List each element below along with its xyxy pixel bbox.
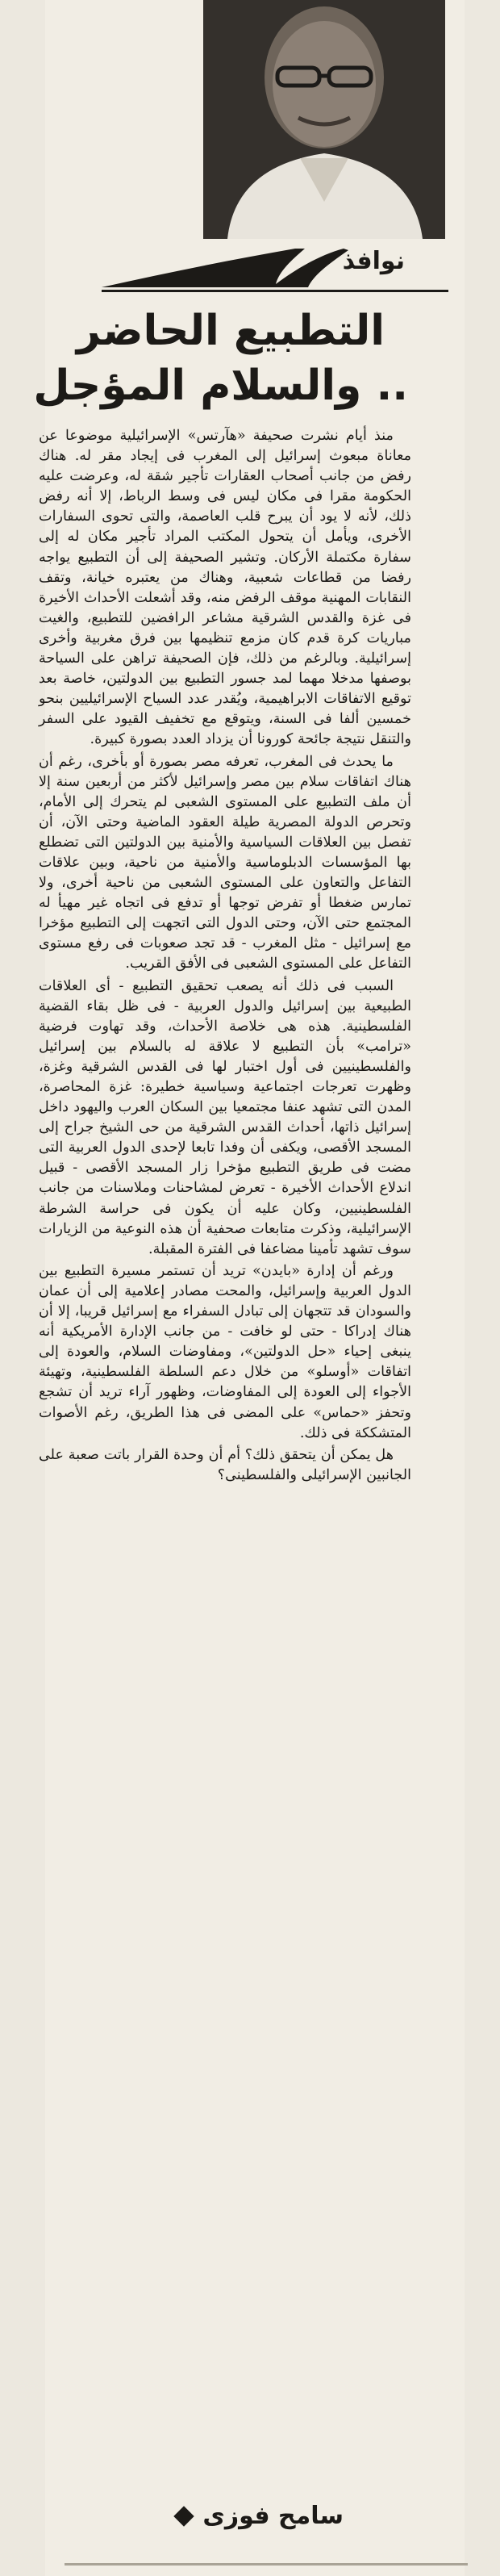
paragraph-5: هل يمكن أن يتحقق ذلك؟ أم أن وحدة القرار باتت صعبة على الجانبين الإسرائيلى والفلسطينى؟ [39,1446,411,1483]
diamond-bullet-icon [174,2506,194,2526]
headline [33,303,408,413]
author-portrait-image [203,0,445,239]
paragraph-4: ورغم أن إدارة «بايدن» تريد أن تستمر مسيرة التطبيع بين الدول العربية وإسرائيل، والمحت مصادر إعلامية إلى أن عمان والسودان قد تتجهان إلى تبادل السفراء مع إسرائيل قريبا، إلا أن هناك إدراكا - حتى لو خافت - من جانب الإدارة الأمريكية أنه ينبغى إحياء «حل الدولتين»، ومفاوضات السلام، والعودة إلى اتفاقات «أوسلو» من خلال دعم السلطة الفلسطينية، وتهيئة الأجواء إلى العودة إلى المفاوضات، وظهور آراء تريد أن تشجع وتحفز «حماس» على المضى فى هذا الطريق، رغم الأصوات المتشككة فى ذلك. [39,1262,411,1441]
newspaper-column [33,0,465,2576]
author-signature [177,2502,344,2530]
paragraph-2: ما يحدث فى المغرب، تعرفه مصر بصورة أو بأخرى، رغم أن هناك اتفاقات سلام بين مصر وإسرائيل لأكثر من أربعين سنة إلا أن ملف التطبيع على المستوى الشعبى لم يتحرك إلى الأمام، وتحرص الدولة المصرية طيلة العقود الماضية وحتى الآن، أن تفصل بين العلاقات السياسية والأمنية بين الدولتين التى تضطلع بها المؤسسات الدبلوماسية والأمنية من ناحية، وبين علاقات التفاعل والتعاون على المستوى الشعبى من ناحية أخرى، ولا تمارس ضغطا أو تفرض توجها أو تدفع فى اتجاه غير مهيأ له المجتمع حتى الآن، وحتى الدول التى اتجهت إلى التطبيع مؤخرا مع إسرائيل - مثل المغرب - قد تجد صعوبات فى رفع مستوى التفاعل على المستوى الشعبى فى الأفق القريب. [39,753,411,972]
author-name: سامح فوزى [202,2502,344,2530]
bottom-rule [65,2563,468,2566]
article-body [39,426,411,1487]
headline-line-2: .. والسلام المؤجل [33,362,408,410]
author-photo [203,0,445,239]
paragraph-1: منذ أيام نشرت صحيفة «هآرتس» الإسرائيلية موضوعا عن معاناة مبعوث إسرائيل إلى المغرب فى إيجاد مقر له. هناك رفض من جانب أصحاب العقارات تأجير شقة له، وعرضت عليه الحكومة مقرا فى مكان ليس فى وسط الرباط، إلا أنه رفض ذلك، لأنه لا يود أن يبرح قلب العاصمة، والتى تحوى السفارات الأخرى، ويأمل أن يتحول المكتب المراد تأجير مكان له إلى سفارة مكتملة الأركان. وتشير الصحيفة إلى أن التطبيع يواجه رفضا من قطاعات شعبية، وهناك من يعتبره خيانة، وتقف النقابات المهنية موقف الرفض منه، وقد أشعلت الأحداث الأخيرة فى غزة والقدس الشرقية مشاعر الرافضين للتطبيع، والغيت مباريات كرة قدم كان مزمع تنظيمها بين فرق مغربية وأخرى إسرائيلية. وبالرغم من ذلك، فإن الصحيفة تراهن على السياحة بوصفها مدخلا مهما لمد جسور التطبيع بين الدولتين، خاصة بعد توقيع الاتفاقات الابراهيمية، ويُقدر عدد السياح الإسرائيليين بنحو خمسين ألفا فى السنة، ويتوقع مع تخفيف القيود على السفر والتنقل نتيجة جائحة كورونا أن يزداد العدد بصورة كبيرة. [39,428,411,748]
column-name: نوافذ [342,247,405,275]
headline-line-1: التطبيع الحاضر [76,307,385,355]
paragraph-3: السبب فى ذلك أنه يصعب تحقيق التطبيع - أى العلاقات الطبيعية بين إسرائيل والدول العربية - فى ظل بقاء القضية الفلسطينية. هذه هى خلاصة الأحداث، وقد تهاوت فرضية «ترامب» بأن التطبيع لا علاقة له بالسلام بين إسرائيل والفلسطينيين فى أول اختبار لها فى القدس الشرقية وغزة، وظهرت تعرجات اجتماعية وسياسية خطيرة: غزة المحاصرة، المدن التى تشهد عنفا مجتمعيا بين السكان العرب واليهود داخل إسرائيل ذاتها، أحداث القدس الشرقية من حى الشيخ جراح إلى المسجد الأقصى، ويكفى أن وفدا تابعا لإحدى الدول العربية التى مضت فى طريق التطبيع مؤخرا زار المسجد الأقصى - قبيل اندلاع الأحداث الأخيرة - تعرض لمشاحنات وملاسنات من جانب الفلسطينيين، وكان عليه أن يكون فى حراسة الشرطة الإسرائيلية، وذكرت متابعات صحفية أن هذه النوعية من الزيارات سوف تشهد تأمينا مضاعفا فى الفترة المقبلة. [39,977,411,1257]
